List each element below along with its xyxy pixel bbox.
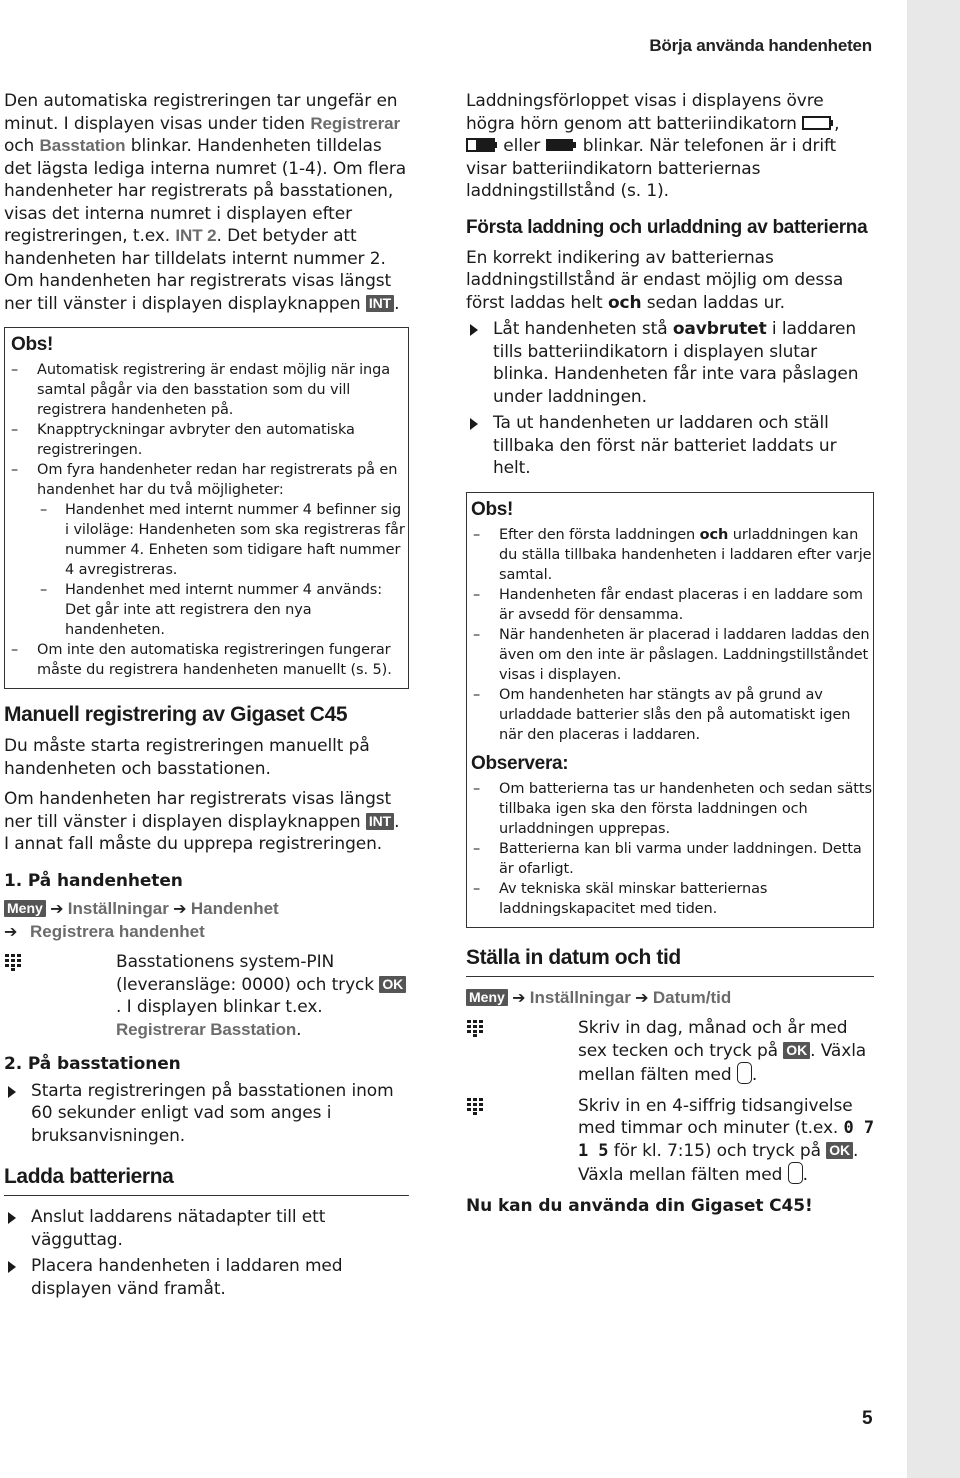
list-item: – Knapptryckningar avbryter den automatiska registreringen. [5, 420, 408, 460]
intro-paragraph: Den automatiska registreringen tar ungefär en minut. I displayen visas under tiden Registrerar och Basstation blinkar. Handenheten tilldelas det lägsta lediga interna numret (1-4). Om flera handenheter har registrerats på basstationen, visas det interna numret i displayen efter registreringen, t.ex. INT 2. Det betyder att handenheten har tilldelats internt nummer 2. Om handenheten har registrerats visas längst ner till vänster i displayen displayknappen INT . [4, 91, 407, 314]
navigation-key-icon [737, 1062, 752, 1084]
manual-p1: Du måste starta registreringen manuellt på handenheten och basstationen. [4, 736, 370, 779]
charge-heading: Ladda batterierna [4, 1165, 409, 1196]
list-item: – Om inte den automatiska registreringen fungerar måste du registrera handenheten manuellt (s. 5). [5, 640, 408, 680]
observera-title: Observera: [471, 752, 569, 774]
step-1-heading: 1. På handenheten [4, 870, 183, 891]
list-item: – När handenheten är placerad i laddaren laddas den även om den inte är påslagen. Laddningstillståndet visas i displayen. [467, 625, 873, 685]
list-item: – Om batterierna tas ur handenheten och sedan sätts tillbaka igen ska den första laddningen och urladdningen upprepas. [467, 779, 873, 839]
list-item: – Efter den första laddningen och urladdningen kan du ställa tillbaka handenheten i laddaren efter varje samtal. [467, 525, 873, 585]
ok-softkey: OK [783, 1042, 810, 1059]
keypad-instruction: Skriv in en 4-siffrig tidsangivelse med timmar och minuter (t.ex. 0 7 1 5 för kl. 7:15) och tryck på OK . Växla mellan fälten med . [466, 1095, 874, 1187]
page-number: 5 [862, 1408, 873, 1429]
arrow-right-icon: ➔ [635, 987, 649, 1007]
keypad-icon [466, 1097, 484, 1115]
int-softkey: INT [366, 813, 394, 830]
navigation-key-icon [788, 1162, 803, 1184]
list-item: – Av tekniska skäl minskar batteriernas laddningskapacitet med tiden. [467, 879, 873, 919]
bullet-item: Starta registreringen på basstationen inom 60 sekunder enligt vad som anges i bruksanvisningen. [4, 1080, 409, 1148]
step-2-heading: 2. På basstationen [4, 1054, 181, 1074]
arrow-right-icon: ➔ [512, 987, 526, 1007]
left-column [4, 90, 409, 1300]
menu-softkey: Meny [466, 989, 508, 1006]
obs-box [466, 492, 874, 928]
sub-list-item: – Handenhet med internt nummer 4 befinner sig i viloläge: Handenheten som ska registreras får nummer 4. Enheten som tidigare haft nummer 4 avregistreras. [37, 500, 408, 580]
charge-indicator-paragraph: Laddningsförloppet visas i displayens övre högra hörn genom att batteriindikatorn , eller blinkar. När telefonen är i drift visar batteriindikatorn batteriernas laddningstillstånd (s. 1). [466, 91, 840, 201]
first-charge-heading: Första laddning och urladdning av batterierna [466, 216, 868, 238]
datetime-heading: Ställa in datum och tid [466, 946, 874, 977]
bullet-item: Anslut laddarens nätadapter till ett vägguttag. [4, 1206, 409, 1251]
menu-softkey: Meny [4, 900, 46, 917]
list-item: – Handenheten får endast placeras i en laddare som är avsedd för densamma. [467, 585, 873, 625]
ok-softkey: OK [826, 1142, 853, 1159]
battery-empty-icon [802, 116, 834, 130]
keypad-instruction: Skriv in dag, månad och år med sex tecken och tryck på OK . Växla mellan fälten med . [466, 1017, 874, 1087]
sub-list-item: – Handenhet med internt nummer 4 används: Det går inte att registrera den nya handenheten. [37, 580, 408, 640]
final-statement: Nu kan du använda din Gigaset C45! [466, 1195, 813, 1216]
running-header: Börja använda handenheten [649, 36, 872, 55]
obs-title: Obs! [471, 498, 514, 520]
arrow-right-icon: ➔ [50, 899, 64, 918]
menu-path: Meny ➔ Inställningar ➔ Handenhet ➔ Registrera handenhet [4, 898, 409, 943]
obs-box [4, 327, 409, 689]
list-item: – Batterierna kan bli varma under laddningen. Detta är ofarligt. [467, 839, 873, 879]
battery-half-icon [466, 138, 498, 152]
bullet-item: Ta ut handenheten ur laddaren och ställ tillbaka den först när batteriet laddats ur helt. [466, 412, 874, 480]
ok-softkey: OK [379, 976, 406, 993]
bullet-item: Placera handenheten i laddaren med displayen vänd framåt. [4, 1255, 409, 1300]
manual-registration-heading: Manuell registrering av Gigaset C45 [4, 703, 348, 726]
obs-title: Obs! [11, 334, 54, 355]
list-item: – Automatisk registrering är endast möjlig när inga samtal pågår via den basstation som du vill registrera handenheten på. [5, 360, 408, 420]
list-item: – Om handenheten har stängts av på grund av urladdade batterier slås den på automatiskt igen när den placeras i laddaren. [467, 685, 873, 745]
arrow-right-icon: ➔ [173, 899, 187, 918]
menu-path: Meny ➔ Inställningar ➔ Datum/tid [466, 987, 874, 1010]
bullet-item: Låt handenheten stå oavbrutet i laddaren tills batteriindikatorn i displayen slutar blinka. Handenheten får inte vara påslagen under laddningen. [466, 318, 874, 408]
right-column [466, 90, 874, 1217]
list-item: – Om fyra handenheter redan har registrerats på en handenhet har du två möjligheter: – Handenhet med internt nummer 4 befinner sig i viloläge: Handenheten som ska registreras får nummer 4. Enheten som tidigare haft nummer 4 avregistreras. – Handenhet med internt nummer 4 används: Det går inte att registrera den nya handenheten. [5, 460, 408, 640]
keypad-icon [466, 1019, 484, 1037]
arrow-right-icon: ➔ [4, 921, 18, 941]
keypad-icon [4, 953, 22, 971]
keypad-instruction: Basstationens system-PIN (leveransläge: 0000) och tryck OK. I displayen blinkar t.ex. Registrerar Basstation. [4, 951, 409, 1041]
manual-p2: Om handenheten har registrerats visas längst ner till vänster i displayen displayknappen INT . I annat fall måste du upprepa registreringen. [4, 789, 400, 854]
int-softkey: INT [366, 295, 394, 312]
side-tab-bar [907, 0, 960, 1478]
battery-full-icon [545, 138, 577, 152]
first-charge-paragraph: En korrekt indikering av batteriernas laddningstillstånd är endast möjlig om dessa först laddas helt och sedan laddas ur. [466, 247, 844, 313]
